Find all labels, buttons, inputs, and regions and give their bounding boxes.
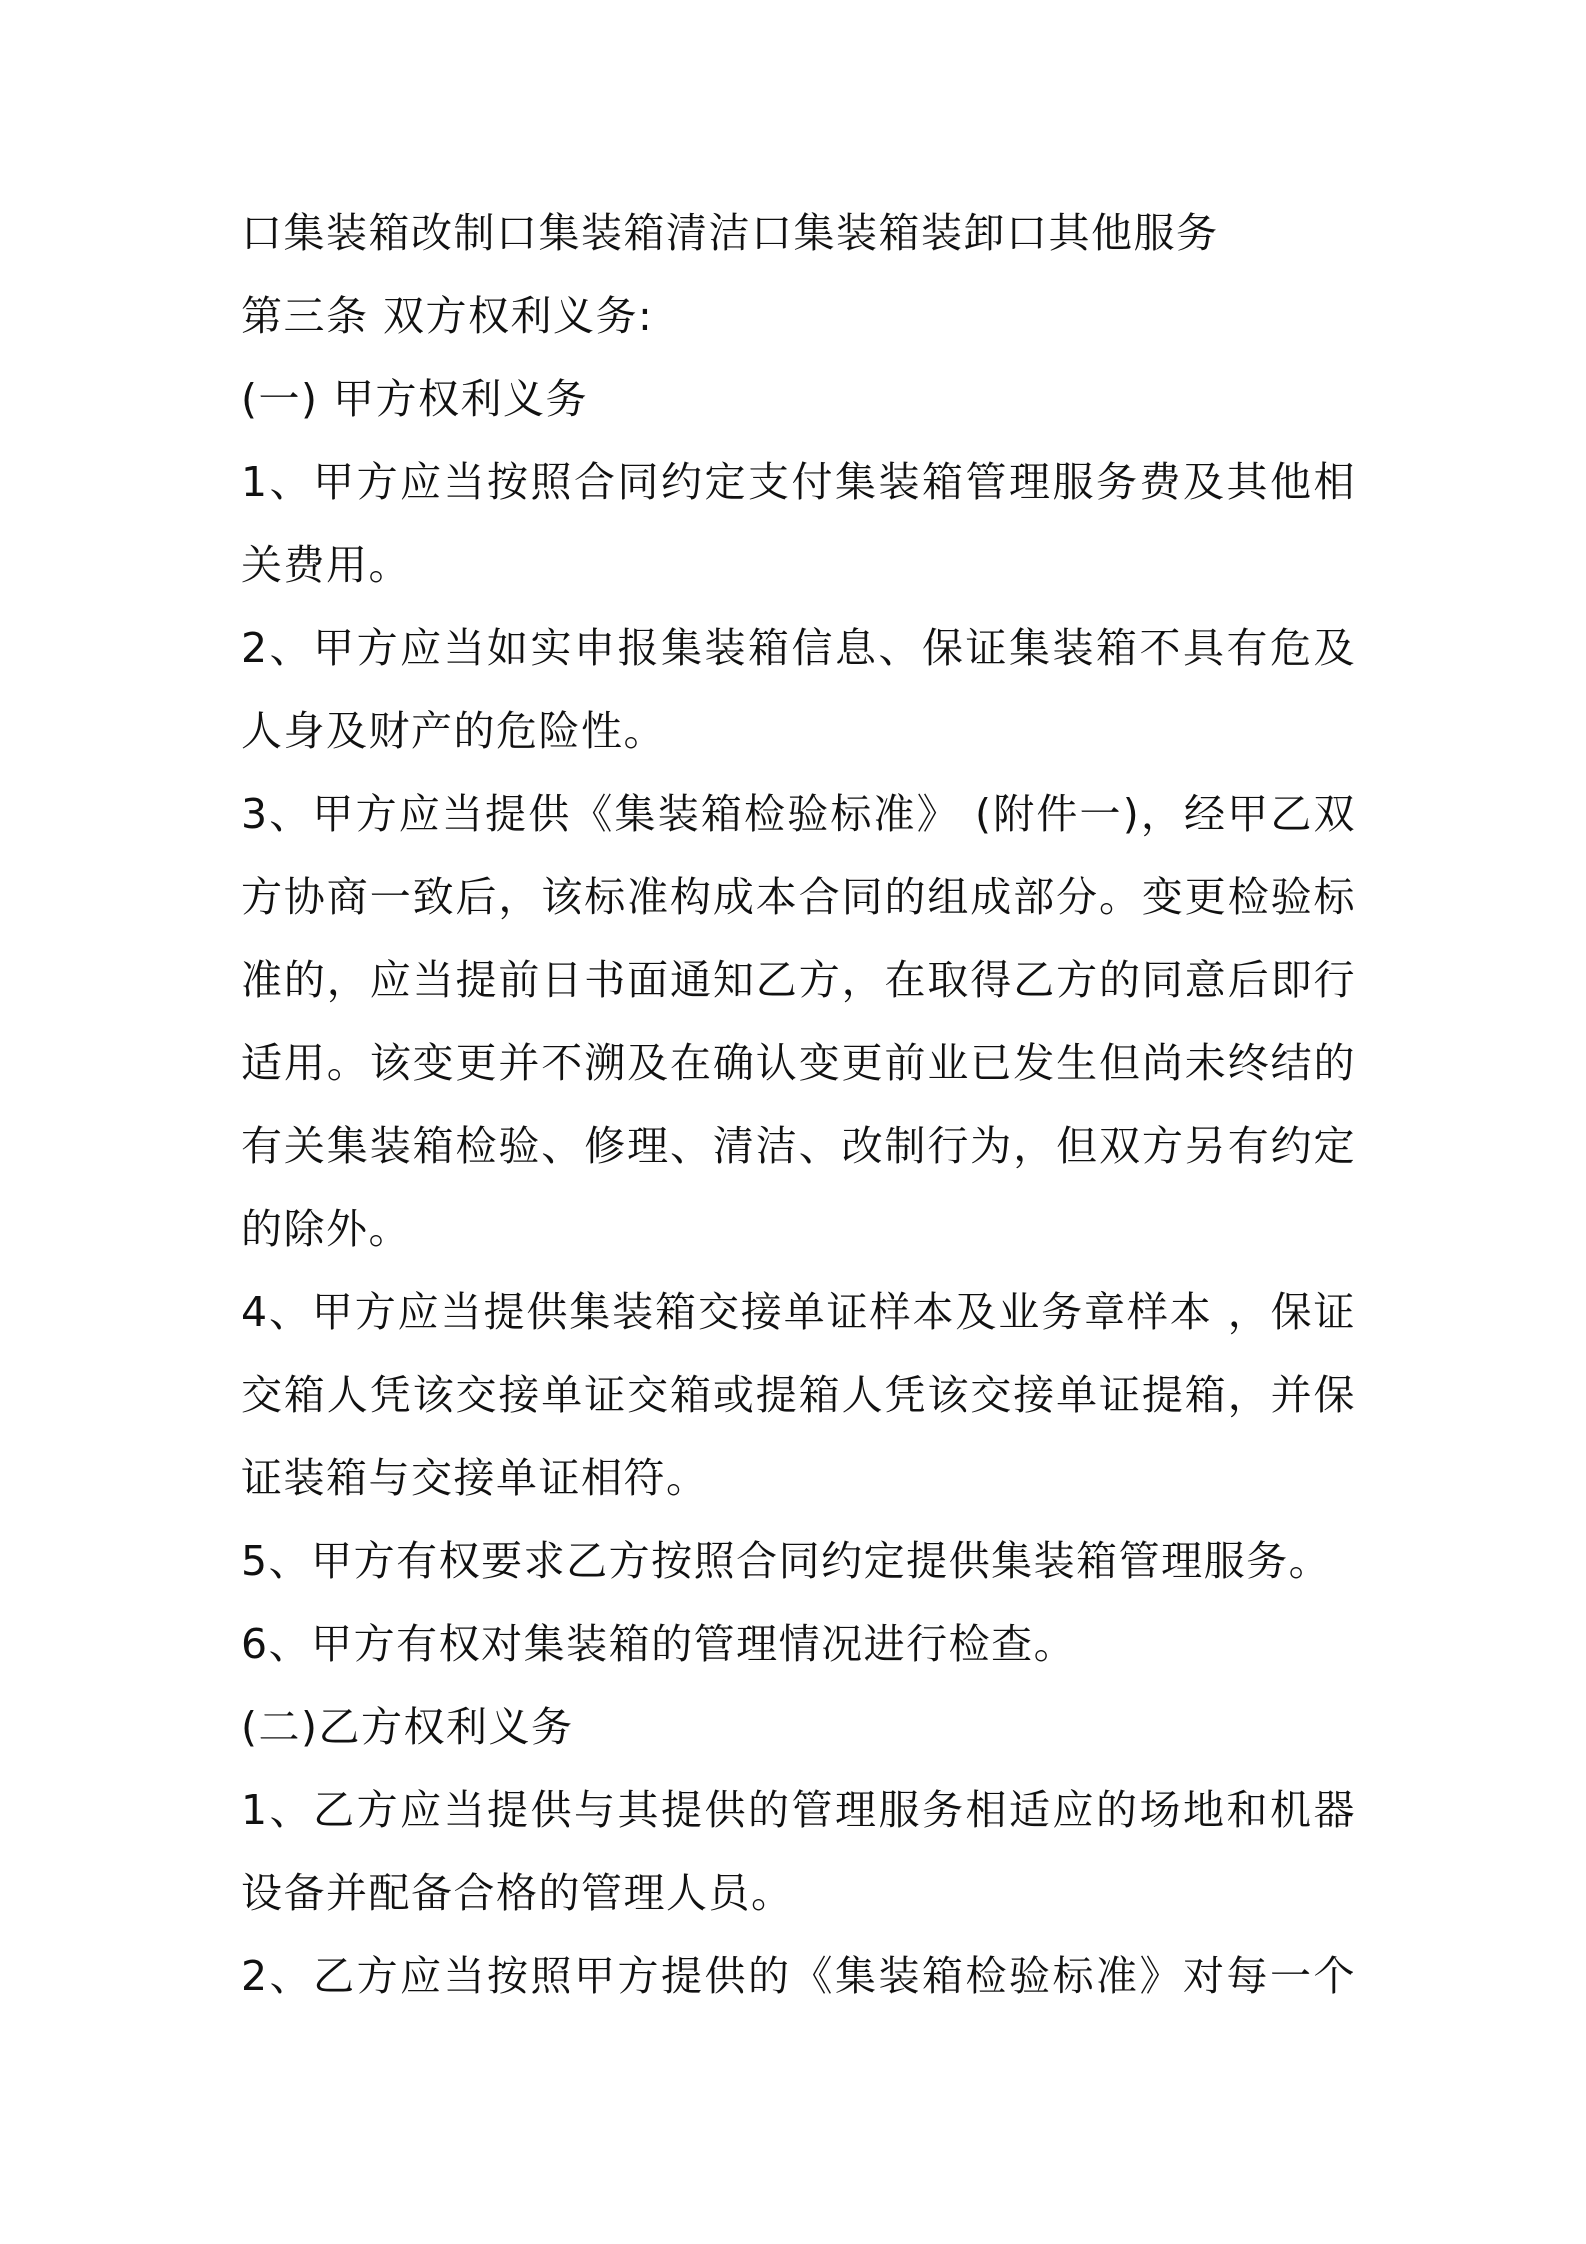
text-line: 口集装箱改制口集装箱清洁口集装箱装卸口其他服务 [241, 209, 1219, 257]
section-heading: 第三条 双方权利义务: [241, 292, 654, 340]
text-line: 证装箱与交接单证相符。 [241, 1454, 709, 1502]
subsection-heading: (一) 甲方权利义务 [241, 375, 589, 423]
text-line: 1、甲方应当按照合同约定支付集装箱管理服务费及其他相 [241, 458, 1356, 506]
text-line: 4、甲方应当提供集装箱交接单证样本及业务章样本 ，保证 [241, 1288, 1356, 1336]
text-line: 方协商一致后，该标准构成本合同的组成部分。变更检验标 [241, 873, 1356, 921]
text-line: 交箱人凭该交接单证交箱或提箱人凭该交接单证提箱，并保 [241, 1371, 1356, 1419]
text-line: 2、乙方应当按照甲方提供的《集装箱检验标准》对每一个 [241, 1952, 1356, 2000]
text-line: 3、甲方应当提供《集装箱检验标准》 (附件一)，经甲乙双 [241, 790, 1356, 838]
text-line: 准的，应当提前日书面通知乙方，在取得乙方的同意后即行 [241, 956, 1356, 1004]
text-line: 1、乙方应当提供与其提供的管理服务相适应的场地和机器 [241, 1786, 1356, 1834]
text-line: 的除外。 [241, 1205, 411, 1253]
text-line: 设备并配备合格的管理人员。 [241, 1869, 794, 1917]
text-line: 人身及财产的危险性。 [241, 707, 666, 755]
text-line: 关费用。 [241, 541, 411, 589]
text-line: 6、甲方有权对集装箱的管理情况进行检查。 [241, 1620, 1077, 1668]
text-line: 适用。该变更并不溯及在确认变更前业已发生但尚未终结的 [241, 1039, 1356, 1087]
text-line: 2、甲方应当如实申报集装箱信息、保证集装箱不具有危及 [241, 624, 1356, 672]
document-body [241, 192, 1356, 2018]
subsection-heading: (二)乙方权利义务 [241, 1703, 574, 1751]
text-line: 5、甲方有权要求乙方按照合同约定提供集装箱管理服务。 [241, 1537, 1332, 1585]
text-line: 有关集装箱检验、修理、清洁、改制行为，但双方另有约定 [241, 1122, 1356, 1170]
